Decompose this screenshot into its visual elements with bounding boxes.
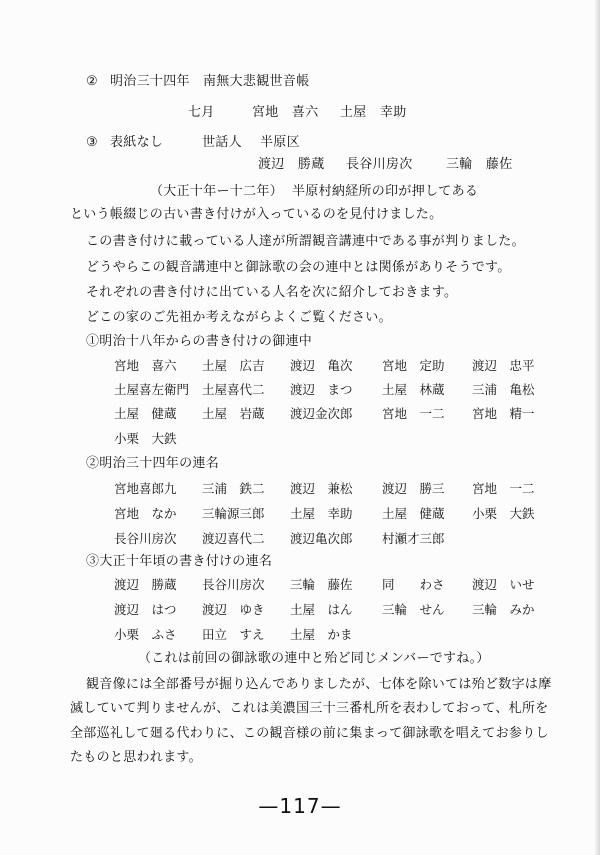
person-name: 長谷川房次: [202, 577, 265, 592]
person-name: 三輪 みか: [472, 602, 535, 617]
paragraph-line: それぞれの書き付けに出ている人名を次に紹介しておきます。: [86, 285, 458, 300]
record-month: 七月: [188, 105, 215, 120]
record-note: 半原村納経所の印が押してある: [292, 184, 479, 199]
record-date: 明治三十四年: [110, 74, 190, 89]
record-date: （大正十年ー十二年）: [150, 184, 284, 199]
paragraph-line: という帳綴じの古い書き付けが入っているのを見付けました。: [70, 207, 443, 222]
record-title: 表紙なし: [110, 135, 164, 150]
person-name: 渡辺 勝蔵: [114, 577, 177, 592]
paragraph-line: この書き付けに載っている人達が所謂観音講連中である事が判りました。: [86, 234, 525, 249]
person-name: 村瀬才三郎: [382, 531, 445, 546]
person-name: 土屋 広吉: [202, 358, 265, 373]
person-name: 三浦 亀松: [472, 382, 535, 397]
person-name: 同 わさ: [382, 577, 445, 592]
person-name: 渡辺亀次郎: [290, 531, 353, 546]
person-name: 渡辺 はつ: [114, 602, 177, 617]
paragraph-line: たものと思われます。: [70, 750, 202, 765]
person-name: 小栗 大鉄: [472, 506, 535, 521]
scan-shadow: [594, 0, 600, 855]
person-name: 三輪源三郎: [202, 506, 265, 521]
person-name: 三浦 鉄二: [202, 481, 265, 496]
person-name: 三輪 藤佐: [446, 157, 513, 172]
person-name: 宮地 なか: [114, 506, 177, 521]
person-name: 小栗 大鉄: [114, 431, 177, 446]
paragraph-line: どこの家のご先祖か考えながらよくご覧ください。: [86, 310, 392, 325]
person-name: 長谷川房次: [114, 531, 177, 546]
item-number: ③: [86, 135, 98, 150]
person-name: 三輪 藤佐: [290, 577, 353, 592]
person-name: 土屋 岩蔵: [202, 406, 265, 421]
person-name: 宮地喜郎九: [114, 481, 177, 496]
person-name: 三輪 せん: [382, 602, 445, 617]
person-name: 長谷川房次: [346, 157, 413, 172]
person-name: 宮地 喜六: [114, 358, 177, 373]
person-name: 宮地 一二: [472, 481, 535, 496]
person-name: 渡辺 いせ: [472, 577, 535, 592]
person-name: 土屋喜代二: [202, 382, 265, 397]
person-name: 渡辺 勝蔵: [258, 157, 325, 172]
paragraph-line: どうやらこの観音講連中と御詠歌の会の連中とは関係がありそうです。: [86, 260, 511, 275]
person-name: 土屋 幸助: [340, 105, 407, 120]
paragraph-line: 滅していて判りませんが、これは美濃国三十三番札所を表わしておって、札所を: [70, 701, 549, 716]
list-heading: ③大正十年頃の書き付けの連名: [86, 554, 273, 569]
list-heading: ②明治三十四年の連名: [86, 456, 220, 471]
person-name: 宮地 喜六: [252, 105, 319, 120]
person-name: 土屋 健蔵: [114, 406, 177, 421]
record-place: 半原区: [260, 135, 300, 150]
person-name: 宮地 一二: [382, 406, 445, 421]
paragraph-line: 観音像には全部番号が掘り込んでありましたが、七体を除いては殆ど数字は摩: [86, 677, 552, 692]
person-name: 土屋 はん: [290, 602, 353, 617]
parenthetical-note: （これは前回の御詠歌の連中と殆ど同じメンバーですね。）: [138, 651, 490, 666]
person-name: 渡辺 亀次: [290, 358, 353, 373]
person-name: 渡辺 まつ: [290, 382, 353, 397]
list-heading: ①明治十八年からの書き付けの御連中: [86, 334, 313, 349]
person-name: 渡辺 兼松: [290, 481, 353, 496]
record-role: 世話人: [202, 135, 242, 150]
person-name: 渡辺 ゆき: [202, 602, 265, 617]
item-number: ②: [86, 74, 98, 89]
person-name: 土屋 幸助: [290, 506, 353, 521]
page-number: —117—: [258, 794, 342, 818]
paragraph-line: 全部巡礼して廻る代わりに、この観音様の前に集まって御詠歌を唱えてお参りし: [70, 726, 549, 741]
person-name: 渡辺金次郎: [290, 406, 353, 421]
person-name: 土屋 林蔵: [382, 382, 445, 397]
person-name: 小栗 ふさ: [114, 627, 177, 642]
person-name: 土屋喜左衛門: [114, 382, 190, 397]
person-name: 渡辺 忠平: [472, 358, 535, 373]
person-name: 渡辺 勝三: [382, 481, 445, 496]
record-title: 南無大悲観世音帳: [203, 74, 310, 89]
person-name: 土屋 かま: [290, 627, 353, 642]
person-name: 宮地 定助: [382, 358, 445, 373]
person-name: 土屋 健蔵: [382, 506, 445, 521]
person-name: 宮地 精一: [472, 406, 535, 421]
person-name: 田立 すえ: [202, 627, 265, 642]
person-name: 渡辺喜代二: [202, 531, 265, 546]
